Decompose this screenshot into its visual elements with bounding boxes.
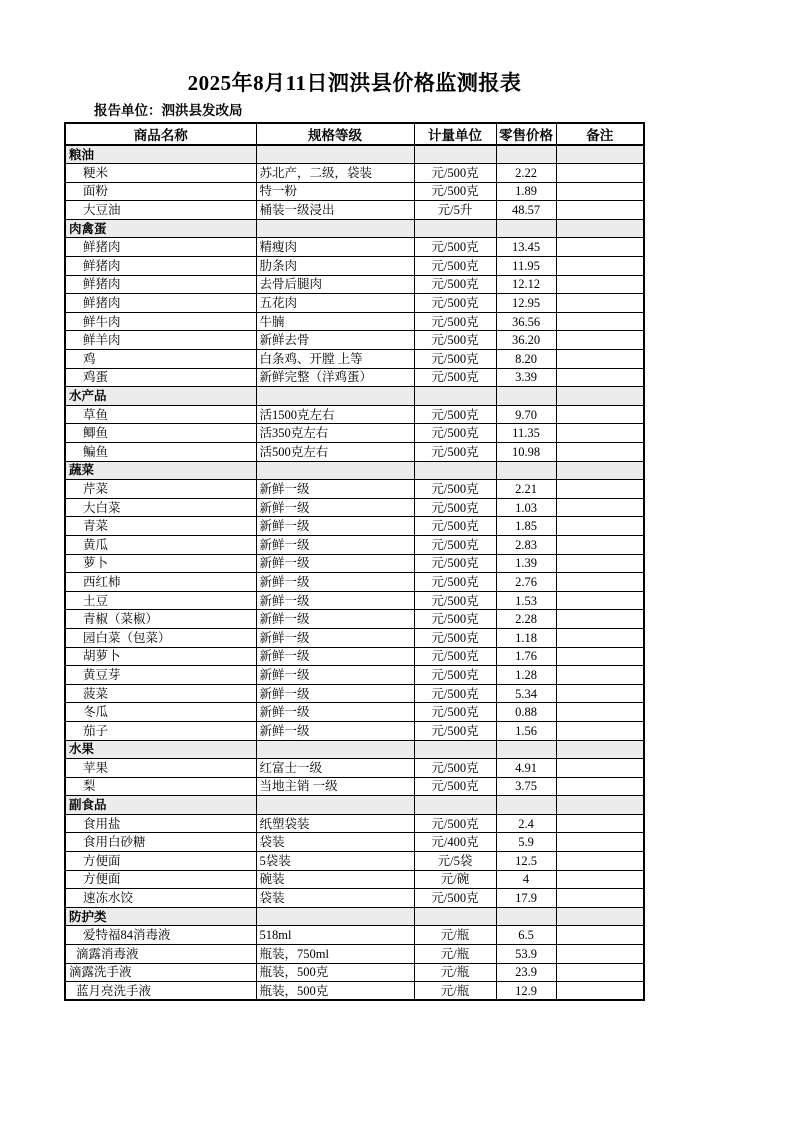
spec-grade-cell: 新鲜一级 — [256, 647, 414, 666]
spec-grade-cell: 袋装 — [256, 833, 414, 852]
retail-price-cell: 1.03 — [496, 498, 556, 517]
unit-cell: 元/500克 — [414, 443, 496, 462]
retail-price-cell: 12.12 — [496, 275, 556, 294]
unit-cell: 元/500克 — [414, 480, 496, 499]
category-section-row — [65, 145, 644, 164]
price-item-row — [65, 480, 644, 499]
product-name-cell: 冬瓜 — [65, 703, 256, 722]
price-item-row — [65, 294, 644, 313]
remark-cell — [556, 666, 644, 685]
product-name-cell: 鲜猪肉 — [65, 257, 256, 276]
spec-grade-cell: 肋条肉 — [256, 257, 414, 276]
retail-price-cell: 11.35 — [496, 424, 556, 443]
remark-cell — [556, 573, 644, 592]
remark-cell — [556, 963, 644, 982]
product-name-cell: 西红柿 — [65, 573, 256, 592]
remark-cell — [556, 945, 644, 964]
report-content — [64, 0, 645, 1001]
spec-grade-cell: 桶装一级浸出 — [256, 201, 414, 220]
unit-cell: 元/瓶 — [414, 982, 496, 1001]
price-item-row — [65, 405, 644, 424]
price-item-row — [65, 814, 644, 833]
product-name-cell: 滴露消毒液 — [65, 945, 256, 964]
price-item-row — [65, 424, 644, 443]
spec-grade-cell: 瓶装，500克 — [256, 963, 414, 982]
spec-grade-cell: 活1500克左右 — [256, 405, 414, 424]
unit-cell: 元/500克 — [414, 628, 496, 647]
remark-cell — [556, 647, 644, 666]
retail-price-cell: 1.39 — [496, 554, 556, 573]
spec-grade-cell: 新鲜一级 — [256, 721, 414, 740]
section-empty-cell — [256, 796, 414, 815]
retail-price-cell: 3.75 — [496, 777, 556, 796]
price-item-row — [65, 498, 644, 517]
remark-cell — [556, 684, 644, 703]
category-label-cell: 副食品 — [65, 796, 256, 815]
unit-cell: 元/瓶 — [414, 945, 496, 964]
spec-grade-cell: 新鲜一级 — [256, 554, 414, 573]
unit-cell: 元/500克 — [414, 424, 496, 443]
section-empty-cell — [496, 219, 556, 238]
column-header-note: 备注 — [556, 123, 644, 145]
remark-cell — [556, 424, 644, 443]
retail-price-cell: 2.83 — [496, 535, 556, 554]
retail-price-cell: 4 — [496, 870, 556, 889]
remark-cell — [556, 443, 644, 462]
remark-cell — [556, 164, 644, 183]
section-empty-cell — [496, 907, 556, 926]
remark-cell — [556, 405, 644, 424]
remark-cell — [556, 852, 644, 871]
remark-cell — [556, 721, 644, 740]
product-name-cell: 方便面 — [65, 870, 256, 889]
category-label-cell: 防护类 — [65, 907, 256, 926]
section-empty-cell — [556, 219, 644, 238]
category-label-cell: 水果 — [65, 740, 256, 759]
section-empty-cell — [496, 145, 556, 164]
page-title: 2025年8月11日泗洪县价格监测报表 — [187, 71, 522, 95]
category-label-cell: 肉禽蛋 — [65, 219, 256, 238]
spec-grade-cell: 瓶装，750ml — [256, 945, 414, 964]
spec-grade-cell: 新鲜一级 — [256, 498, 414, 517]
section-empty-cell — [556, 387, 644, 406]
section-empty-cell — [256, 145, 414, 164]
remark-cell — [556, 833, 644, 852]
product-name-cell: 面粉 — [65, 182, 256, 201]
category-section-row — [65, 907, 644, 926]
retail-price-cell: 2.28 — [496, 610, 556, 629]
price-item-row — [65, 257, 644, 276]
remark-cell — [556, 610, 644, 629]
remark-cell — [556, 591, 644, 610]
spec-grade-cell: 苏北产，二级，袋装 — [256, 164, 414, 183]
section-empty-cell — [256, 219, 414, 238]
product-name-cell: 蓝月亮洗手液 — [65, 982, 256, 1001]
price-item-row — [65, 368, 644, 387]
spec-grade-cell: 碗装 — [256, 870, 414, 889]
spec-grade-cell: 精瘦肉 — [256, 238, 414, 257]
retail-price-cell: 2.76 — [496, 573, 556, 592]
retail-price-cell: 23.9 — [496, 963, 556, 982]
section-empty-cell — [556, 145, 644, 164]
product-name-cell: 鸡蛋 — [65, 368, 256, 387]
price-monitor-table — [64, 122, 645, 1001]
retail-price-cell: 36.56 — [496, 312, 556, 331]
unit-cell: 元/500克 — [414, 368, 496, 387]
retail-price-cell: 8.20 — [496, 350, 556, 369]
report-unit-label: 报告单位：泗洪县发改局 — [94, 103, 243, 118]
spec-grade-cell: 新鲜一级 — [256, 666, 414, 685]
product-name-cell: 爱特福84消毒液 — [65, 926, 256, 945]
price-item-row — [65, 238, 644, 257]
unit-cell: 元/500克 — [414, 814, 496, 833]
retail-price-cell: 10.98 — [496, 443, 556, 462]
product-name-cell: 鲜羊肉 — [65, 331, 256, 350]
unit-cell: 元/500克 — [414, 238, 496, 257]
price-item-row — [65, 963, 644, 982]
spec-grade-cell: 新鲜去骨 — [256, 331, 414, 350]
spec-grade-cell: 新鲜完整（洋鸡蛋） — [256, 368, 414, 387]
retail-price-cell: 12.9 — [496, 982, 556, 1001]
section-empty-cell — [256, 461, 414, 480]
remark-cell — [556, 889, 644, 908]
product-name-cell: 方便面 — [65, 852, 256, 871]
retail-price-cell: 2.21 — [496, 480, 556, 499]
retail-price-cell: 1.53 — [496, 591, 556, 610]
product-name-cell: 草鱼 — [65, 405, 256, 424]
price-item-row — [65, 443, 644, 462]
price-item-row — [65, 535, 644, 554]
product-name-cell: 芹菜 — [65, 480, 256, 499]
retail-price-cell: 3.39 — [496, 368, 556, 387]
unit-cell: 元/500克 — [414, 312, 496, 331]
category-section-row — [65, 740, 644, 759]
product-name-cell: 粳米 — [65, 164, 256, 183]
product-name-cell: 茄子 — [65, 721, 256, 740]
price-item-row — [65, 573, 644, 592]
column-header-unit: 计量单位 — [414, 123, 496, 145]
section-empty-cell — [556, 796, 644, 815]
remark-cell — [556, 703, 644, 722]
section-empty-cell — [414, 387, 496, 406]
product-name-cell: 食用盐 — [65, 814, 256, 833]
retail-price-cell: 4.91 — [496, 759, 556, 778]
section-empty-cell — [414, 796, 496, 815]
section-empty-cell — [556, 907, 644, 926]
price-item-row — [65, 591, 644, 610]
section-empty-cell — [496, 387, 556, 406]
retail-price-cell: 12.95 — [496, 294, 556, 313]
category-section-row — [65, 796, 644, 815]
category-label-cell: 粮油 — [65, 145, 256, 164]
category-section-row — [65, 219, 644, 238]
section-empty-cell — [496, 796, 556, 815]
price-item-row — [65, 721, 644, 740]
product-name-cell: 青椒（菜椒） — [65, 610, 256, 629]
unit-cell: 元/500克 — [414, 777, 496, 796]
price-item-row — [65, 777, 644, 796]
category-section-row — [65, 387, 644, 406]
spec-grade-cell: 特一粉 — [256, 182, 414, 201]
unit-cell: 元/500克 — [414, 294, 496, 313]
remark-cell — [556, 312, 644, 331]
product-name-cell: 黄瓜 — [65, 535, 256, 554]
unit-cell: 元/500克 — [414, 610, 496, 629]
section-empty-cell — [414, 145, 496, 164]
unit-cell: 元/500克 — [414, 331, 496, 350]
unit-cell: 元/500克 — [414, 759, 496, 778]
spec-grade-cell: 白条鸡、开膛 上等 — [256, 350, 414, 369]
unit-cell: 元/500克 — [414, 889, 496, 908]
unit-cell: 元/碗 — [414, 870, 496, 889]
price-item-row — [65, 164, 644, 183]
remark-cell — [556, 554, 644, 573]
retail-price-cell: 48.57 — [496, 201, 556, 220]
remark-cell — [556, 350, 644, 369]
spec-grade-cell: 新鲜一级 — [256, 573, 414, 592]
spec-grade-cell: 新鲜一级 — [256, 684, 414, 703]
remark-cell — [556, 870, 644, 889]
category-label-cell: 蔬菜 — [65, 461, 256, 480]
spec-grade-cell: 袋装 — [256, 889, 414, 908]
retail-price-cell: 2.22 — [496, 164, 556, 183]
price-item-row — [65, 201, 644, 220]
unit-cell: 元/500克 — [414, 257, 496, 276]
unit-cell: 元/500克 — [414, 517, 496, 536]
retail-price-cell: 12.5 — [496, 852, 556, 871]
price-item-row — [65, 554, 644, 573]
product-name-cell: 萝卜 — [65, 554, 256, 573]
unit-cell: 元/500克 — [414, 498, 496, 517]
product-name-cell: 鲜猪肉 — [65, 238, 256, 257]
remark-cell — [556, 777, 644, 796]
product-name-cell: 鳊鱼 — [65, 443, 256, 462]
price-item-row — [65, 666, 644, 685]
retail-price-cell: 5.34 — [496, 684, 556, 703]
product-name-cell: 园白菜（包菜） — [65, 628, 256, 647]
remark-cell — [556, 982, 644, 1001]
column-header-name: 商品名称 — [65, 123, 256, 145]
remark-cell — [556, 368, 644, 387]
spec-grade-cell: 新鲜一级 — [256, 591, 414, 610]
remark-cell — [556, 517, 644, 536]
price-item-row — [65, 889, 644, 908]
remark-cell — [556, 182, 644, 201]
spec-grade-cell: 瓶装，500克 — [256, 982, 414, 1001]
spec-grade-cell: 当地主销 一级 — [256, 777, 414, 796]
column-header-spec: 规格等级 — [256, 123, 414, 145]
category-section-row — [65, 461, 644, 480]
remark-cell — [556, 238, 644, 257]
section-empty-cell — [414, 461, 496, 480]
product-name-cell: 鸡 — [65, 350, 256, 369]
product-name-cell: 胡萝卜 — [65, 647, 256, 666]
spec-grade-cell: 纸塑袋装 — [256, 814, 414, 833]
retail-price-cell: 2.4 — [496, 814, 556, 833]
unit-cell: 元/500克 — [414, 703, 496, 722]
spec-grade-cell: 红富士一级 — [256, 759, 414, 778]
retail-price-cell: 1.85 — [496, 517, 556, 536]
unit-cell: 元/500克 — [414, 666, 496, 685]
unit-cell: 元/500克 — [414, 591, 496, 610]
retail-price-cell: 1.56 — [496, 721, 556, 740]
price-item-row — [65, 684, 644, 703]
spec-grade-cell: 活350克左右 — [256, 424, 414, 443]
price-item-row — [65, 647, 644, 666]
retail-price-cell: 5.9 — [496, 833, 556, 852]
spec-grade-cell: 5袋装 — [256, 852, 414, 871]
price-item-row — [65, 833, 644, 852]
price-item-row — [65, 703, 644, 722]
section-empty-cell — [256, 740, 414, 759]
product-name-cell: 黄豆芽 — [65, 666, 256, 685]
price-item-row — [65, 759, 644, 778]
unit-cell: 元/5袋 — [414, 852, 496, 871]
spec-grade-cell: 新鲜一级 — [256, 703, 414, 722]
product-name-cell: 大白菜 — [65, 498, 256, 517]
unit-cell: 元/500克 — [414, 535, 496, 554]
product-name-cell: 鲜猪肉 — [65, 275, 256, 294]
remark-cell — [556, 294, 644, 313]
remark-cell — [556, 814, 644, 833]
price-item-row — [65, 852, 644, 871]
retail-price-cell: 1.89 — [496, 182, 556, 201]
column-header-price: 零售价格 — [496, 123, 556, 145]
price-item-row — [65, 517, 644, 536]
spec-grade-cell: 新鲜一级 — [256, 535, 414, 554]
retail-price-cell: 1.76 — [496, 647, 556, 666]
remark-cell — [556, 926, 644, 945]
unit-cell: 元/500克 — [414, 182, 496, 201]
unit-cell: 元/500克 — [414, 647, 496, 666]
spec-grade-cell: 活500克左右 — [256, 443, 414, 462]
retail-price-cell: 13.45 — [496, 238, 556, 257]
section-empty-cell — [556, 461, 644, 480]
unit-cell: 元/500克 — [414, 721, 496, 740]
unit-cell: 元/500克 — [414, 350, 496, 369]
retail-price-cell: 0.88 — [496, 703, 556, 722]
spec-grade-cell: 去骨后腿肉 — [256, 275, 414, 294]
retail-price-cell: 53.9 — [496, 945, 556, 964]
spec-grade-cell: 518ml — [256, 926, 414, 945]
unit-cell: 元/500克 — [414, 405, 496, 424]
product-name-cell: 滴露洗手液 — [65, 963, 256, 982]
category-label-cell: 水产品 — [65, 387, 256, 406]
price-item-row — [65, 926, 644, 945]
section-empty-cell — [496, 740, 556, 759]
product-name-cell: 苹果 — [65, 759, 256, 778]
price-item-row — [65, 628, 644, 647]
retail-price-cell: 11.95 — [496, 257, 556, 276]
product-name-cell: 青菜 — [65, 517, 256, 536]
remark-cell — [556, 759, 644, 778]
unit-cell: 元/400克 — [414, 833, 496, 852]
unit-cell: 元/瓶 — [414, 926, 496, 945]
remark-cell — [556, 201, 644, 220]
price-item-row — [65, 331, 644, 350]
unit-cell: 元/500克 — [414, 164, 496, 183]
product-name-cell: 鲜猪肉 — [65, 294, 256, 313]
spec-grade-cell: 新鲜一级 — [256, 517, 414, 536]
price-item-row — [65, 945, 644, 964]
spec-grade-cell: 五花肉 — [256, 294, 414, 313]
table-header-row — [65, 123, 644, 145]
product-name-cell: 食用白砂糖 — [65, 833, 256, 852]
spec-grade-cell: 新鲜一级 — [256, 628, 414, 647]
price-item-row — [65, 312, 644, 331]
remark-cell — [556, 275, 644, 294]
section-empty-cell — [556, 740, 644, 759]
retail-price-cell: 1.18 — [496, 628, 556, 647]
unit-cell: 元/500克 — [414, 684, 496, 703]
remark-cell — [556, 498, 644, 517]
section-empty-cell — [414, 907, 496, 926]
product-name-cell: 土豆 — [65, 591, 256, 610]
section-empty-cell — [256, 387, 414, 406]
product-name-cell: 梨 — [65, 777, 256, 796]
price-item-row — [65, 275, 644, 294]
section-empty-cell — [414, 740, 496, 759]
product-name-cell: 菠菜 — [65, 684, 256, 703]
price-item-row — [65, 982, 644, 1001]
retail-price-cell: 6.5 — [496, 926, 556, 945]
remark-cell — [556, 480, 644, 499]
product-name-cell: 鲜牛肉 — [65, 312, 256, 331]
unit-cell: 元/瓶 — [414, 963, 496, 982]
product-name-cell: 大豆油 — [65, 201, 256, 220]
remark-cell — [556, 257, 644, 276]
price-item-row — [65, 182, 644, 201]
retail-price-cell: 9.70 — [496, 405, 556, 424]
remark-cell — [556, 628, 644, 647]
unit-cell: 元/5升 — [414, 201, 496, 220]
product-name-cell: 速冻水饺 — [65, 889, 256, 908]
section-empty-cell — [414, 219, 496, 238]
spec-grade-cell: 牛腩 — [256, 312, 414, 331]
spec-grade-cell: 新鲜一级 — [256, 480, 414, 499]
price-item-row — [65, 350, 644, 369]
price-item-row — [65, 610, 644, 629]
spec-grade-cell: 新鲜一级 — [256, 610, 414, 629]
retail-price-cell: 17.9 — [496, 889, 556, 908]
remark-cell — [556, 331, 644, 350]
unit-cell: 元/500克 — [414, 275, 496, 294]
unit-cell: 元/500克 — [414, 554, 496, 573]
remark-cell — [556, 535, 644, 554]
product-name-cell: 鲫鱼 — [65, 424, 256, 443]
section-empty-cell — [256, 907, 414, 926]
retail-price-cell: 36.20 — [496, 331, 556, 350]
unit-cell: 元/500克 — [414, 573, 496, 592]
retail-price-cell: 1.28 — [496, 666, 556, 685]
section-empty-cell — [496, 461, 556, 480]
price-item-row — [65, 870, 644, 889]
